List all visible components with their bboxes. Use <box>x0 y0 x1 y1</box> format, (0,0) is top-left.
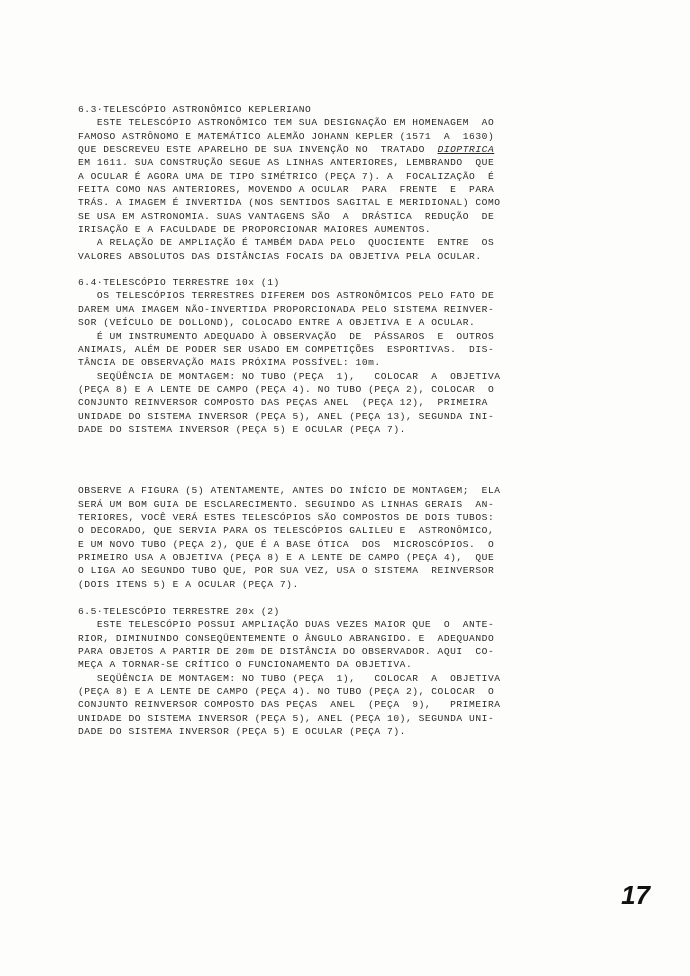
page-number: 17 <box>621 880 650 910</box>
section-heading: 6.4·TELESCÓPIO TERRESTRE 10x (1) <box>78 277 280 289</box>
paragraph-line: IRISAÇÃO E A FACULDADE DE PROPORCIONAR MAIORES AUMENTOS. <box>78 224 432 236</box>
paragraph-line: OS TELESCÓPIOS TERRESTRES DIFEREM DOS ASTRONÔMICOS PELO FATO DE <box>78 290 495 302</box>
paragraph-line: (DOIS ITENS 5) E A OCULAR (PEÇA 7). <box>78 578 299 590</box>
paragraph-line: MEÇA A TORNAR-SE CRÍTICO O FUNCIONAMENTO DA OBJETIVA. <box>78 659 413 671</box>
section-6-3 <box>78 103 626 263</box>
page-body <box>78 103 626 738</box>
paragraph-line: VALORES ABSOLUTOS DAS DISTÂNCIAS FOCAIS DA OBJETIVA PELA OCULAR. <box>78 250 482 262</box>
paragraph-line: PARA OBJETOS A PARTIR DE 20m DE DISTÂNCIA DO OBSERVADOR. AQUI CO- <box>78 646 495 658</box>
paragraph-line: O LIGA AO SEGUNDO TUBO QUE, POR SUA VEZ, USA O SISTEMA REINVERSOR <box>78 565 495 577</box>
paragraph-line: SOR (VEÍCULO DE DOLLOND), COLOCADO ENTRE A OBJETIVA E A OCULAR. <box>78 317 476 329</box>
paragraph-line: SERÁ UM BOM GUIA DE ESCLARECIMENTO. SEGUINDO AS LINHAS GERAIS AN- <box>78 498 495 510</box>
paragraph-line: SEQÜÊNCIA DE MONTAGEM: NO TUBO (PEÇA 1), COLOCAR A OBJETIVA <box>78 370 501 382</box>
paragraph-line: ESTE TELESCÓPIO POSSUI AMPLIAÇÃO DUAS VEZES MAIOR QUE O ANTE- <box>78 619 495 631</box>
paragraph-line: O DECORADO, QUE SERVIA PARA OS TELESCÓPIOS GALILEU E ASTRONÔMICO, <box>78 525 495 537</box>
paragraph-line: DADE DO SISTEMA INVERSOR (PEÇA 5) E OCULAR (PEÇA 7). <box>78 423 406 435</box>
paragraph-line: É UM INSTRUMENTO ADEQUADO À OBSERVAÇÃO DE PÁSSAROS E OUTROS <box>78 330 495 342</box>
paragraph-line: EM 1611. SUA CONSTRUÇÃO SEGUE AS LINHAS ANTERIORES, LEMBRANDO QUE <box>78 157 495 169</box>
section-heading: 6.3·TELESCÓPIO ASTRONÔMICO KEPLERIANO <box>78 104 312 115</box>
paragraph-line: QUE DESCREVEU ESTE APARELHO DE SUA INVENÇÃO NO TRATADO DIOPTRICA <box>78 144 495 156</box>
paragraph-line: CONJUNTO REINVERSOR COMPOSTO DAS PEÇAS ANEL (PEÇA 9), PRIMEIRA <box>78 699 501 711</box>
paragraph-line: A RELAÇÃO DE AMPLIAÇÃO É TAMBÉM DADA PELO QUOCIENTE ENTRE OS <box>78 237 495 249</box>
paragraph-line: OBSERVE A FIGURA (5) ATENTAMENTE, ANTES DO INÍCIO DE MONTAGEM; ELA <box>78 485 501 497</box>
paragraph-line: DADE DO SISTEMA INVERSOR (PEÇA 5) E OCULAR (PEÇA 7). <box>78 726 406 738</box>
paragraph-line: SEQÜÊNCIA DE MONTAGEM: NO TUBO (PEÇA 1), COLOCAR A OBJETIVA <box>78 672 501 684</box>
section-6-4 <box>78 276 626 436</box>
paragraph-line: UNIDADE DO SISTEMA INVERSOR (PEÇA 5), ANEL (PEÇA 10), SEGUNDA UNI- <box>78 712 495 724</box>
paragraph-line: ESTE TELESCÓPIO ASTRONÔMICO TEM SUA DESIGNAÇÃO EM HOMENAGEM AO <box>78 117 495 129</box>
section-heading: 6.5·TELESCÓPIO TERRESTRE 20x (2) <box>78 606 280 617</box>
paragraph-line: RIOR, DIMINUINDO CONSEQÜENTEMENTE O ÂNGULO ABRANGIDO. E ADEQUANDO <box>78 632 495 644</box>
paragraph-line: TERIORES, VOCÊ VERÁ ESTES TELESCÓPIOS SÃO COMPOSTOS DE DOIS TUBOS: <box>78 511 495 523</box>
paragraph-line: CONJUNTO REINVERSOR COMPOSTO DAS PEÇAS ANEL (PEÇA 12), PRIMEIRA <box>78 397 488 409</box>
paragraph-line: FEITA COMO NAS ANTERIORES, MOVENDO A OCULAR PARA FRENTE E PARA <box>78 184 495 196</box>
paragraph-line: FAMOSO ASTRÔNOMO E MATEMÁTICO ALEMÃO JOHANN KEPLER (1571 A 1630) <box>78 130 495 142</box>
paragraph-line: SE USA EM ASTRONOMIA. SUAS VANTAGENS SÃO A DRÁSTICA REDUÇÃO DE <box>78 210 495 222</box>
paragraph-line: UNIDADE DO SISTEMA INVERSOR (PEÇA 5), ANEL (PEÇA 13), SEGUNDA INI- <box>78 410 495 422</box>
paragraph-line: E UM NOVO TUBO (PEÇA 2), QUE É A BASE ÓTICA DOS MICROSCÓPIOS. O <box>78 538 495 550</box>
paragraph-line: DAREM UMA IMAGEM NÃO-INVERTIDA PROPORCIONADA PELO SISTEMA REINVER- <box>78 303 495 315</box>
paragraph-line: (PEÇA 8) E A LENTE DE CAMPO (PEÇA 4). NO TUBO (PEÇA 2), COLOCAR O <box>78 383 495 395</box>
paragraph-line: PRIMEIRO USA A OBJETIVA (PEÇA 8) E A LENTE DE CAMPO (PEÇA 4), QUE <box>78 551 495 563</box>
paragraph-line: (PEÇA 8) E A LENTE DE CAMPO (PEÇA 4). NO TUBO (PEÇA 2), COLOCAR O <box>78 686 495 698</box>
paragraph-line: A OCULAR É AGORA UMA DE TIPO SIMÉTRICO (PEÇA 7). A FOCALIZAÇÃO É <box>78 170 495 182</box>
observe-paragraph <box>78 484 626 591</box>
paragraph-line: ANIMAIS, ALÉM DE PODER SER USADO EM COMPETIÇÕES ESPORTIVAS. DIS- <box>78 343 495 355</box>
paragraph-line: TRÁS. A IMAGEM É INVERTIDA (NOS SENTIDOS SAGITAL E MERIDIONAL) COMO <box>78 197 501 209</box>
paragraph-line: TÂNCIA DE OBSERVAÇÃO MAIS PRÓXIMA POSSÍVEL: 10m. <box>78 357 381 369</box>
section-6-5 <box>78 605 626 738</box>
